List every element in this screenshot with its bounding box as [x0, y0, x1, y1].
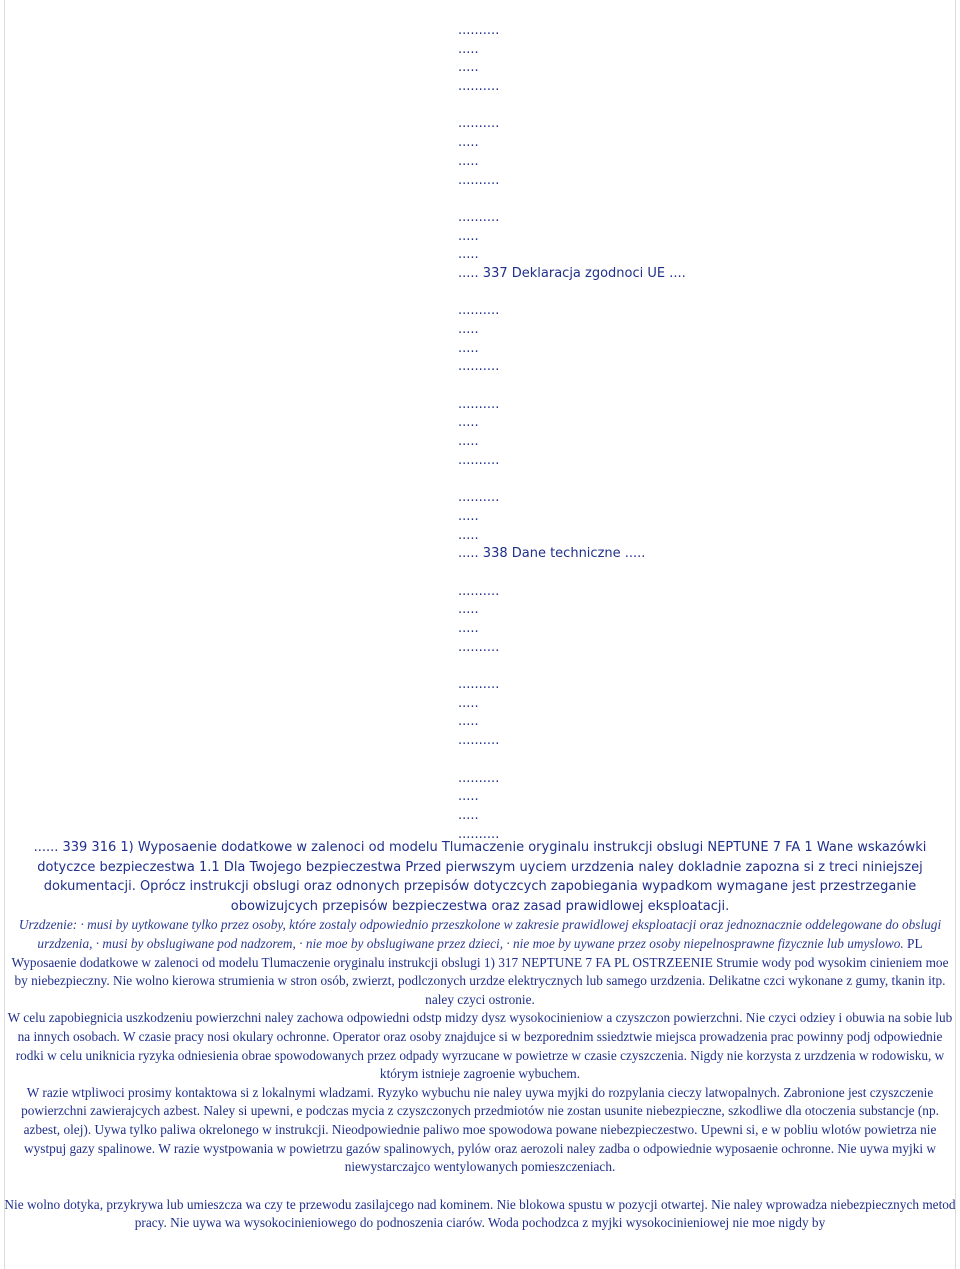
toc-line [458, 377, 918, 396]
toc-line: .......... [458, 79, 500, 95]
toc-line [458, 751, 918, 770]
warning-detail-text: Nie wolno kierowa strumienia w stron osób, zwierzt, podlczonych urzdze elektrycznych lub samego urzdzenia. Delikatne czci wykonane z gumy, tkanin itp. naley czyci ostronie. [109, 973, 946, 1007]
table-of-contents [458, 22, 918, 844]
toc-line: .......... [458, 209, 500, 225]
toc-line: ..... [458, 714, 479, 730]
toc-line: ..... [458, 415, 479, 431]
toc-line: .......... [458, 639, 500, 655]
toc-line: ..... [458, 41, 479, 57]
toc-line: ..... [458, 60, 479, 76]
toc-line: .......... [458, 396, 500, 412]
toc-line [458, 97, 918, 116]
toc-line [458, 190, 918, 209]
toc-line [458, 284, 918, 303]
paragraph-surface-protection: W celu zapobiegnicia uszkodzeniu powierzchni naley zachowa odpowiedni odstp midzy dysz wysokocinieniow a czyszczon powierzchni. Nie czyci odziey i obuwia na sobie lub na innych osobach. W czasie pracy nosi okulary ochronne. Operator oraz osoby znajdujce si w bezporednim ssiedztwie miejsca prowadzenia prac powinny podj odpowiednie rodki w celu uniknicia ryzyka odniesienia obrae spowodowanych przez odpady wyrzucane w powietrze w czasie czyszczenia. Nigdy nie korzysta z urzdzenia w rodowisku, w którym istnieje zagroenie wybuchem. [7, 1010, 953, 1082]
toc-line [458, 657, 918, 676]
toc-line: .......... [458, 359, 500, 375]
toc-line: .......... [458, 770, 500, 786]
paragraph-explosion-risk: W razie wtpliwoci prosimy kontaktowa si z lokalnymi wladzami. Ryzyko wybuchu nie naley uywa myjki do rozpylania cieczy latwopalnych. Zabronione jest czyszczenie powierzchni zawierajcych azbest. Naley si upewni, e podczas mycia z czyszczonych przedmiotów nie zostan usunite niebezpieczne, szkodliwe dla otoczenia substancje (np. azbest, olej). Uywa tylko paliwa okrelonego w instrukcji. Nieodpowiednie paliwo moe spowodowa powane niebezpieczestwo. Upewni si, e w pobliu wlotów powietrza nie wystpuj gazy spalinowe. W razie wystpowania w powietrzu gazów spalinowych, pylów oraz aerozoli naley zadba o odpowiednie wyposaenie ochronne. Nie uywa myjki w niewystarczajco wentylowanych pomieszczeniach. [21, 1084, 939, 1175]
toc-line: ..... [458, 434, 479, 450]
toc-line: .......... [458, 172, 500, 188]
toc-line: .......... [458, 116, 500, 132]
toc-line: ..... 338 Dane techniczne ..... [458, 546, 646, 562]
toc-tail: ...... 339 316 1) Wyposaenie dodatkowe w zalenoci od modelu Tlumaczenie oryginalu instrukcji obslugi NEPTUNE 7 FA 1 Wane wskazówki dotyczce bezpieczestwa 1.1 Dla Twojego bezpieczestwa Przed pierwszym uyciem urzdzenia naley dokladnie zapozna si z treci niniejszej dokumentacji. Oprócz instrukcji obslugi oraz odnonych przepisów dotyczcych zapobiegania wypadkom wymagane jest przestrzeganie obowizujcych przepisów bezpieczestwa oraz zasad prawidlowej eksploatacji. [33, 840, 927, 914]
toc-line: ..... [458, 621, 479, 636]
toc-line: .......... [458, 826, 500, 842]
paragraph-device-requirements [4, 916, 956, 1009]
toc-line: .......... [458, 677, 500, 693]
toc-line: ..... 337 Deklaracja zgodnoci UE .... [458, 265, 686, 281]
paragraph-safety-intro [4, 838, 956, 916]
toc-line: ..... [458, 228, 479, 244]
toc-line: ..... [458, 527, 479, 543]
toc-line: ..... [458, 135, 479, 151]
document-body [4, 838, 956, 1233]
toc-line: ..... [458, 247, 479, 263]
toc-line: ..... [458, 602, 479, 618]
toc-line: .......... [458, 452, 500, 468]
toc-line: .......... [458, 23, 500, 38]
toc-line [458, 564, 918, 583]
paragraph-spacer [4, 1177, 956, 1196]
toc-line: ..... [458, 153, 479, 169]
toc-line: ..... [458, 508, 479, 524]
toc-line [458, 471, 918, 490]
toc-line: ..... [458, 340, 479, 356]
toc-line: .......... [458, 303, 500, 319]
toc-line: ..... [458, 807, 479, 823]
toc-line: ..... [458, 789, 479, 805]
device-requirements-text: Urzdzenie: · musi by uytkowane tylko przez osoby, które zostaly odpowiednio przeszkolone w zakresie prawidlowej eksploatacji oraz jednoznacznie oddelegowane do obslugi urzdzenia, · musi by obslugiwane pod nadzorem, · nie moe by obslugiwane przez dzieci, · nie moe by uywane przez osoby niepelnosprawne fizycznie lub umyslowo. [18, 917, 942, 951]
paragraph-hose-handling: Nie wolno dotyka, przykrywa lub umieszcza wa czy te przewodu zasilajcego nad kominem. Nie blokowa spustu w pozycji otwartej. Nie naley wprowadza niebezpiecznych metod pracy. Nie uywa wa wysokocinieniowego do podnoszenia ciarów. Woda pochodzca z myjki wysokocinieniowej nie moe nigdy by [4, 1196, 956, 1231]
warning-text: PL Wyposaenie dodatkowe w zalenoci od modelu Tlumaczenie oryginalu instrukcji obslugi 1) 317 NEPTUNE 7 FA PL OSTRZEENIE Strumie wody pod wysokim cinieniem moe by niebezpieczny. [11, 935, 949, 989]
toc-line: .......... [458, 583, 500, 599]
toc-line: .......... [458, 490, 500, 506]
toc-line: .......... [458, 733, 500, 749]
toc-line: ..... [458, 695, 479, 711]
toc-line: ..... [458, 322, 479, 337]
